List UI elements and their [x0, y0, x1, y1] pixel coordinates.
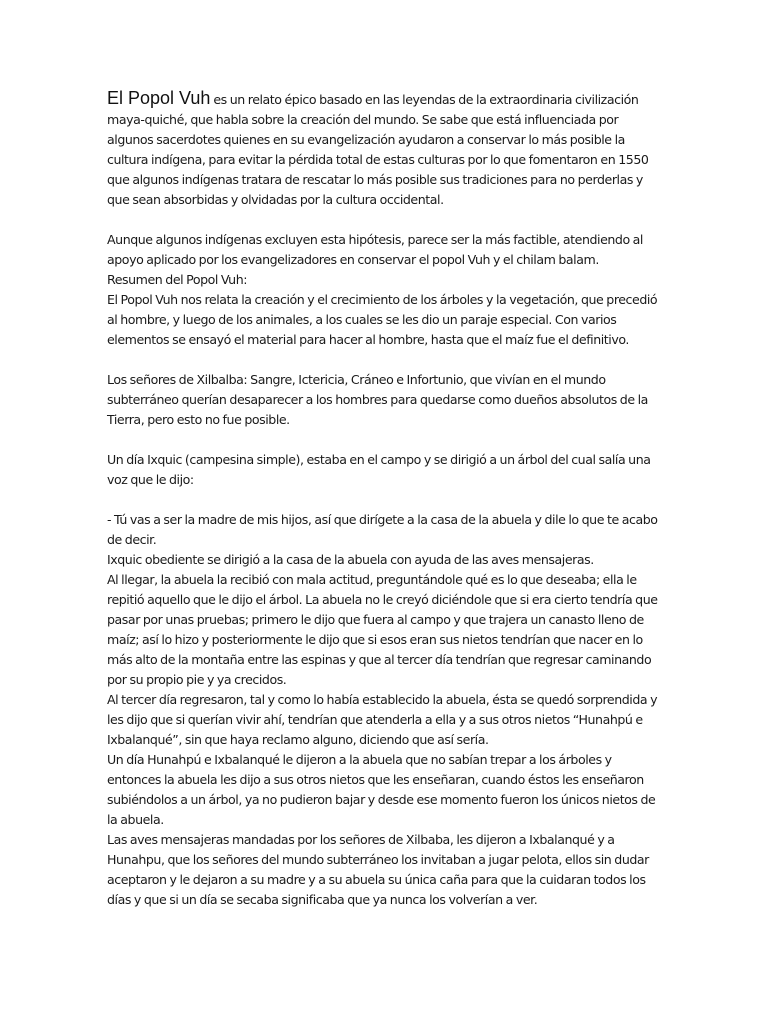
paragraph-spacer — [107, 430, 663, 450]
paragraph-arrival: Al llegar, la abuela la recibió con mala actitud, preguntándole qué es lo que deseaba; ella le repitió aquello que le dijo el árbol. La abuela no le creyó diciéndole que si era cierto tendría que pasar por unas pruebas; primero le dijo que fuera al campo y que trajera un canasto lleno de maíz; así lo hizo y posteriormente le dijo que si esos eran sus nietos tendrían que nacer en lo más alto de la montaña entre las espinas y que al tercer día tendrían que regresar caminando por su propio pie y ya crecidos. — [107, 572, 658, 687]
intro-text: es un relato épico basado en las leyendas de la extraordinaria civilización maya-quiché, que habla sobre la creación del mundo. Se sabe que está influenciada por algunos sacerdotes quienes en su evangelización ayudaron a conservar lo más posible la cultura indígena, para evitar la pérdida total de estas culturas por lo que fomentaron en 1550 que algunos indígenas tratara de rescatar lo más posible sus tradiciones para no perderlas y que sean absorbidas y olvidadas por la cultura occidental. — [107, 92, 649, 207]
paragraph-xilbalba: Los señores de Xilbalba: Sangre, Ictericia, Cráneo e Infortunio, que vivían en el mundo subterráneo querían desaparecer a los hombres para quedarse como dueños absolutos de la Tierra, pero esto no fue posible. — [107, 372, 648, 427]
paragraph-ixquic: Un día Ixquic (campesina simple), estaba en el campo y se dirigió a un árbol del cual salía una voz que le dijo: — [107, 452, 651, 487]
paragraph-voice: - Tú vas a ser la madre de mis hijos, así que dirígete a la casa de la abuela y dile lo que te acabo de decir. — [107, 512, 658, 547]
document-title: El Popol Vuh — [107, 88, 211, 108]
document-body — [107, 88, 663, 910]
paragraph-messengers: Las aves mensajeras mandadas por los señores de Xilbaba, les dijeron a Ixbalanqué y a Hunahpu, que los señores del mundo subterráneo los invitaban a jugar pelota, ellos sin dudar aceptaron y le dejaron a su madre y a su abuela su única caña para que la cuidaran todos los días y que si un día se secaba significaba que ya nunca los volverían a ver. — [107, 832, 649, 907]
paragraph-spacer — [107, 490, 663, 510]
paragraph-creation: El Popol Vuh nos relata la creación y el crecimiento de los árboles y la vegetación, que precedió al hombre, y luego de los animales, a los cuales se les dio un paraje especial. Con varios elementos se ensayó el material para hacer al hombre, hasta que el maíz fue el definitivo. — [107, 292, 658, 347]
intro-paragraph — [107, 88, 663, 210]
paragraph-trees: Un día Hunahpú e Ixbalanqué le dijeron a la abuela que no sabían trepar a los árboles y entonces la abuela les dijo a sus otros nietos que les enseñaran, cuando éstos les enseñaron subiéndolos a un árbol, ya no pudieron bajar y desde ese momento fueron los únicos nietos de la abuela. — [107, 752, 656, 827]
paragraph-return: Al tercer día regresaron, tal y como lo había establecido la abuela, ésta se quedó sorprendida y les dijo que si querían vivir ahí, tendrían que atenderla a ella y a sus otros nietos “Hunahpú e Ixbalanqué”, sin que haya reclamo alguno, diciendo que así sería. — [107, 692, 658, 747]
paragraph-hypothesis: Aunque algunos indígenas excluyen esta hipótesis, parece ser la más factible, atendiendo al apoyo aplicado por los evangelizadores en conservar el popol Vuh y el chilam balam. — [107, 232, 643, 267]
paragraph-spacer — [107, 210, 663, 230]
paragraph-obedient: Ixquic obediente se dirigió a la casa de la abuela con ayuda de las aves mensajeras. — [107, 552, 594, 567]
paragraph-spacer — [107, 350, 663, 370]
summary-heading: Resumen del Popol Vuh: — [107, 272, 248, 287]
